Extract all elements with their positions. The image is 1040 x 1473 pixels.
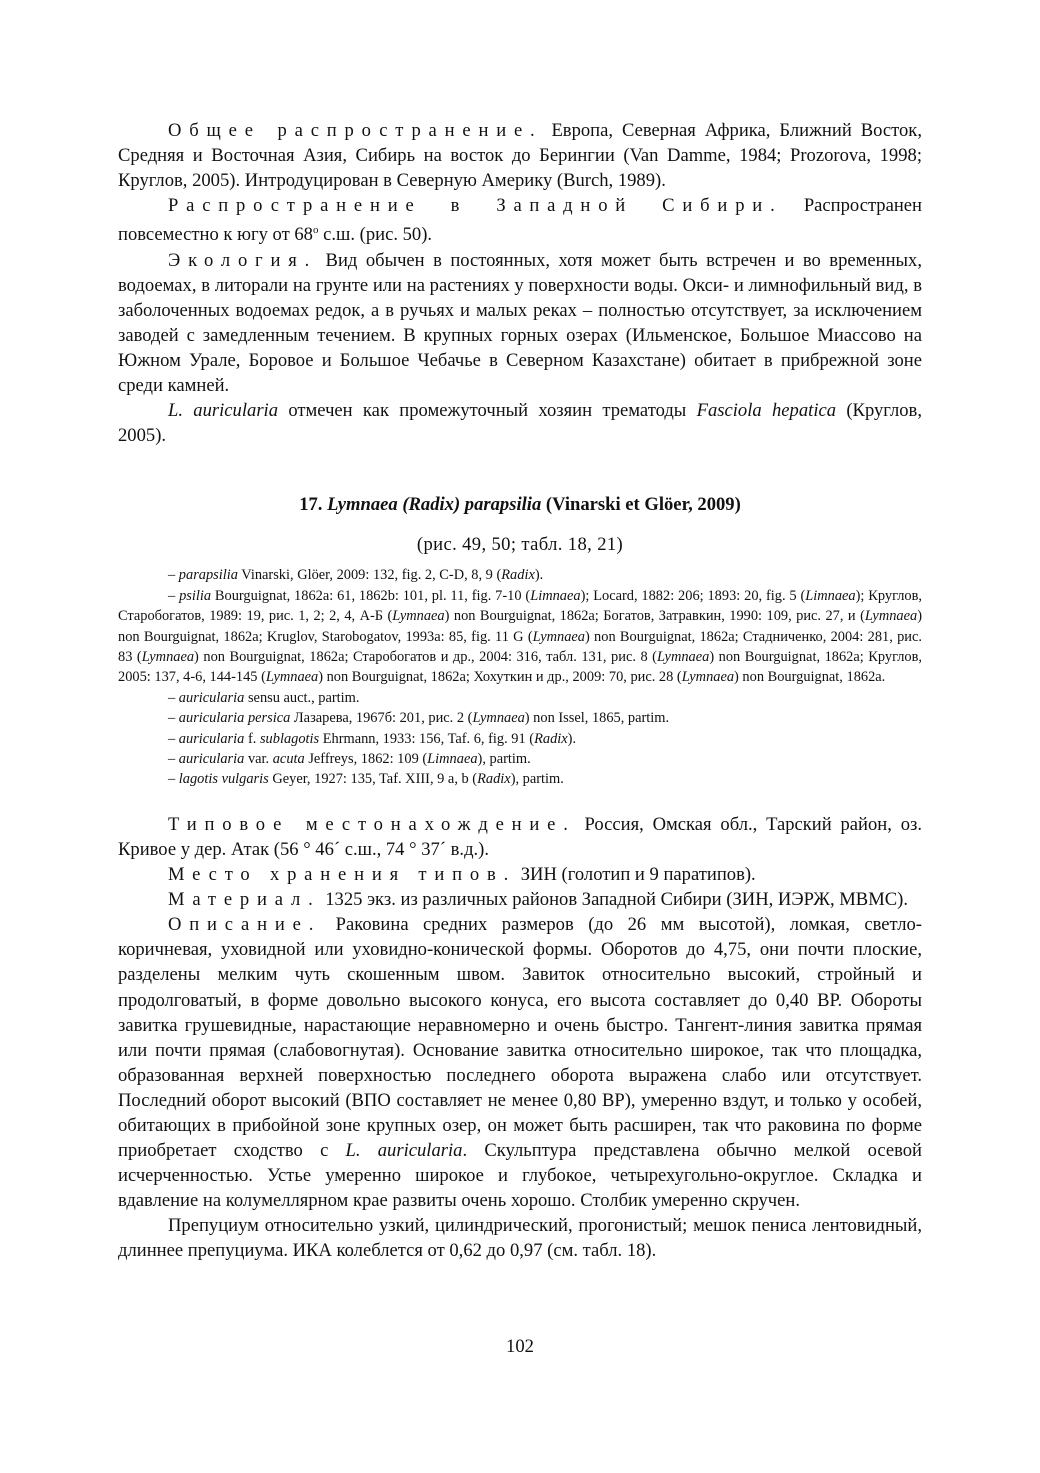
synonym-taxon: parapsilia: [178, 567, 238, 584]
type-locality-paragraph: [118, 812, 922, 862]
synonym-taxon: auricularia: [178, 751, 245, 768]
species-heading-name: Lymnaea (Radix) parapsilia: [327, 494, 542, 516]
ecology-text: Вид обычен в постоянных, хотя может быть встречен и во временных, водоемах, в литорали на грунте или на растениях у поверхности воды. Окси- и лимнофильный вид, в заболоченных водоемах редок, а в ручьях и малых реках – полностью отсутствует, за исключением заводей с замедленным течением. В крупных горных озерах (Ильменское, Большое Миассово на Южном Урале, Боровое и Большое Чебачье в Северном Казахстане) обитает в прибрежной зоне среди камней.: [118, 249, 922, 397]
synonym-taxon: sublagotis: [259, 730, 320, 747]
dash: –: [168, 730, 179, 747]
synonymy-entry: [118, 688, 922, 708]
synonym-citation: Ehrmann, 1933: 156, Taf. 6, fig. 91 (: [319, 730, 535, 747]
general-distribution-paragraph: [118, 118, 922, 193]
degree-superscript: о: [312, 224, 319, 237]
species-heading-author: (Vinarski et Glöer, 2009): [541, 494, 741, 516]
synonym-taxon: lagotis vulgaris: [178, 771, 269, 788]
synonym-genus: Limnaea: [427, 751, 478, 768]
material-label: Материал.: [168, 889, 321, 911]
synonym-citation: ) non Bourguignat, 1862a; Круглов, 2005: 137, 4-6, 144-145 (: [118, 649, 923, 686]
synonym-citation: Jeffreys, 1862: 109 (: [304, 751, 428, 768]
synonym-genus: Lymnaea: [864, 608, 918, 625]
synonym-citation-end: ), partim.: [510, 771, 564, 788]
synonym-citation: ) non Bourguignat, 1862a; Kruglov, Starobogatov, 1993a: 85, fig. 11 G (: [118, 608, 922, 645]
synonymy-entry: [118, 749, 922, 769]
type-repository-text: ЗИН (голотип и 9 паратипов).: [516, 864, 756, 886]
host-text-end: (Круглов, 2005).: [118, 400, 922, 447]
dash: –: [168, 567, 179, 584]
synonym-citation-end: ).: [534, 567, 544, 584]
dash: –: [168, 751, 179, 768]
synonym-citation-end: ) non Issel, 1865, partim.: [524, 710, 670, 727]
page-content: [118, 118, 922, 1264]
synonymy-entry: [118, 708, 922, 728]
synonym-citation: Лазарева, 1967б: 201, рис. 2 (: [290, 710, 473, 727]
synonym-citation: sensu auct., partim.: [244, 689, 360, 706]
description-text: Раковина средних размеров (до 26 мм высотой), ломкая, светло-коричневая, уховидной или уховидно-конической формы. Оборотов до 4,75, они почти плоские, разделены мелким чуть скошенным швом. Завиток относительно высокий, стройный и продолговатый, в форме довольно высокого конуса, его высота составляет до 0,40 ВР. Обороты завитка грушевидные, нарастающие неравномерно и очень быстро. Тангент-линия завитка прямая или почти прямая (слабовогнутая). Основание завитка относительно широкое, так что площадка, образованная верхней поверхностью последнего оборота выражена слабо или отсутствует. Последний оборот высокий (ВПО составляет не менее 0,80 ВР), умеренно вздут, и только у особей, обитающих в прибойной зоне крупных озер, он может быть расширен, так что раковина по форме приобретает сходство с: [118, 914, 922, 1162]
species-name: L. auricularia: [168, 400, 279, 422]
synonym-citation: Geyer, 1927: 135, Taf. XIII, 9 a, b (: [268, 771, 478, 788]
synonym-taxon: acuta: [272, 751, 305, 768]
synonym-citation: ) non Bourguignat, 1862a; Старобогатов и др., 2004: 316, табл. 131, рис. 8 (: [194, 649, 657, 666]
type-locality-text: Россия, Омская обл., Тарский район, оз. Кривое у дер. Атак (56 ° 46´ с.ш., 74 ° 37´ в.д.).: [118, 813, 922, 860]
synonym-citation: ); Locard, 1882: 206; 1893: 20, fig. 5 (: [580, 587, 806, 604]
synonym-citation: ); Круглов, Старобогатов, 1989: 19, рис. 1, 2; 2, 4, А-Б (: [118, 587, 923, 625]
description-label: Описание.: [168, 914, 322, 936]
synonym-taxon: auricularia persica: [178, 710, 291, 727]
synonymy-entry: [118, 565, 922, 585]
anatomy-paragraph: Препуциум относительно узкий, цилиндрический, прогонистый; мешок пениса лентовидный, длиннее препуциума. ИКА колеблется от 0,62 до 0,97 (см. табл. 18).: [118, 1215, 922, 1262]
host-text: отмечен как промежуточный хозяин трематоды: [278, 400, 697, 422]
synonym-citation: ) non Bourguignat, 1862a; Богатов, Затравкин, 1990: 109, рис. 27, и (: [444, 608, 865, 625]
synonym-citation: ) non Bourguignat, 1862a; Стадниченко, 2004: 281, рис. 83 (: [118, 628, 922, 666]
species-name: L. auricularia: [345, 1140, 463, 1162]
synonym-citation: Bourguignat, 1862a: 61, 1862b: 101, pl. 11, fig. 7-10 (: [211, 587, 531, 604]
description-paragraph: [118, 912, 922, 1213]
species-number: 17.: [299, 494, 328, 516]
synonym-genus: Lymnaea: [141, 649, 195, 666]
dash: –: [168, 689, 179, 706]
synonym-citation: ) non Bourguignat, 1862a.: [734, 669, 886, 686]
synonym-genus: Radix: [501, 567, 535, 584]
synonym-genus: Lymnaea: [392, 608, 445, 625]
west-siberia-distribution-text-end: с.ш. (рис. 50).: [318, 224, 433, 246]
synonym-rank: var.: [244, 751, 273, 768]
synonym-genus: Lymnaea: [532, 628, 585, 645]
synonym-taxon: psilia: [179, 587, 212, 604]
synonym-genus: Radix: [477, 771, 511, 788]
description-text-end: . Скульптура представлена обычно мелкой осевой исчерченностью. Устье умеренно широкое и глубокое, четырехугольно-округлое. Складка и вдавление на колумеллярном крае развиты очень хорошо. Столбик умеренно скручен.: [118, 1140, 922, 1212]
synonym-genus: Lymnaea: [681, 669, 735, 686]
page-number: 102: [506, 1336, 534, 1357]
synonym-genus: Lymnaea: [265, 669, 319, 686]
synonymy-list: [118, 565, 922, 789]
synonym-citation-end: ).: [567, 730, 577, 747]
west-siberia-distribution-text: Распространен повсеместно к югу от 68: [118, 195, 923, 246]
synonym-citation: Vinarski, Glöer, 2009: 132, fig. 2, C-D, 8, 9 (: [237, 567, 502, 584]
figure-references: (рис. 49, 50; табл. 18, 21): [416, 534, 624, 556]
dash: –: [168, 587, 180, 604]
dash: –: [168, 710, 179, 727]
type-repository-label: Место хранения типов.: [168, 864, 517, 886]
synonym-taxon: auricularia: [178, 730, 245, 747]
type-locality-label: Типовое местонахождение.: [168, 813, 576, 835]
synonym-genus: Limnaea: [805, 587, 856, 604]
synonym-genus: Radix: [534, 730, 568, 747]
general-distribution-text: Европа, Северная Африка, Ближний Восток, Средняя и Восточная Азия, Сибирь на восток до Берингии (Van Damme, 1984; Prozorova, 1998; Круглов, 2005). Интродуцирован в Северную Америку (Burch, 1989).: [118, 120, 922, 192]
synonym-genus: Lymnaea: [656, 649, 710, 666]
parasite-name: Fasciola hepatica: [696, 400, 837, 422]
ecology-label: Экология.: [168, 249, 318, 271]
description-section: [118, 812, 922, 1264]
ecology-paragraph: [118, 248, 922, 399]
synonymy-entry: [118, 586, 922, 688]
host-paragraph: [118, 398, 922, 448]
synonym-rank: f.: [244, 730, 260, 747]
west-siberia-distribution-label: Распространение в Западной Сибири.: [168, 195, 783, 217]
material-text: 1325 экз. из различных районов Западной Сибири (ЗИН, ИЭРЖ, МВМС).: [320, 889, 908, 911]
synonym-genus: Lymnaea: [472, 710, 525, 727]
synonymy-entry: [118, 729, 922, 749]
synonym-citation: ) non Bourguignat, 1862a; Хохуткин и др., 2009: 70, рис. 28 (: [318, 669, 682, 686]
synonym-citation-end: ), partim.: [477, 751, 531, 768]
dash: –: [168, 771, 179, 788]
west-siberia-distribution-paragraph: [118, 193, 922, 247]
synonym-taxon: auricularia: [178, 689, 245, 706]
general-distribution-label: Общее распространение.: [168, 120, 543, 141]
synonym-genus: Limnaea: [530, 587, 581, 604]
species-heading: [118, 492, 922, 517]
material-paragraph: [118, 887, 922, 912]
type-repository-paragraph: [118, 862, 922, 887]
synonymy-entry: [118, 769, 922, 789]
